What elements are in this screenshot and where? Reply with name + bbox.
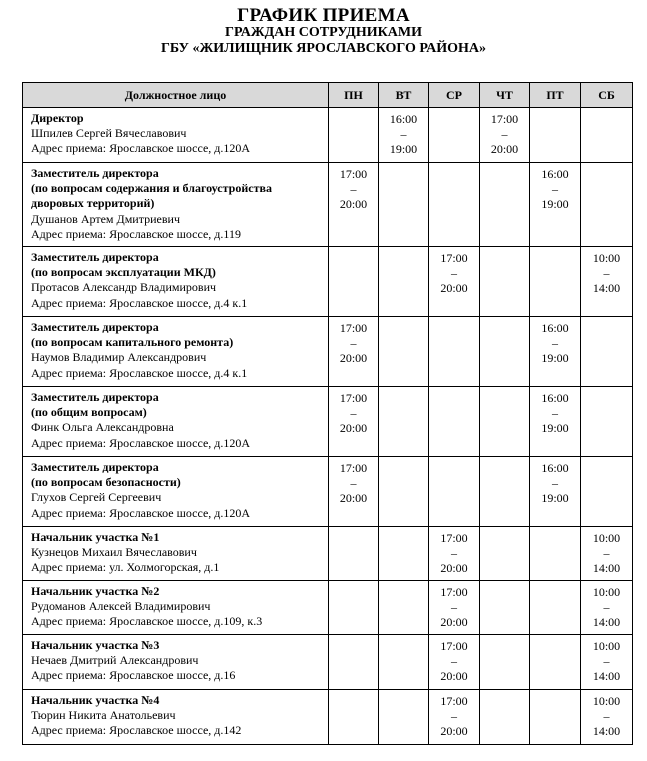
time-cell-sat: [581, 457, 633, 527]
time-cell-wed: 17:00 – 20:00: [429, 581, 480, 635]
table-header-row: [23, 83, 633, 108]
time-cell-wed: [429, 108, 480, 163]
column-header-tue: ВТ: [379, 83, 429, 108]
official-position: Заместитель директора: [31, 320, 159, 334]
time-cell-thu: [480, 527, 530, 581]
table-row: [23, 317, 633, 387]
time-cell-fri: [530, 581, 581, 635]
official-cell: [23, 635, 329, 690]
time-cell-mon: 17:00 – 20:00: [329, 163, 379, 247]
official-name: Нечаев Дмитрий Александрович: [31, 653, 199, 668]
official-name: Кузнецов Михаил Вячеславович: [31, 545, 197, 560]
column-header-fri: ПТ: [530, 83, 581, 108]
table-row: [23, 527, 633, 581]
time-cell-thu: [480, 247, 530, 317]
time-cell-thu: [480, 635, 530, 690]
reception-address: Адрес приема: ул. Холмогорская, д.1: [31, 560, 220, 575]
time-cell-fri: 16:00 – 19:00: [530, 387, 581, 457]
time-cell-tue: 16:00 – 19:00: [379, 108, 429, 163]
table-row: [23, 581, 633, 635]
time-cell-mon: [329, 690, 379, 745]
reception-address: Адрес приема: Ярославское шоссе, д.120А: [31, 505, 251, 520]
time-cell-tue: [379, 247, 429, 317]
time-cell-wed: 17:00 – 20:00: [429, 690, 480, 745]
official-position: (по вопросам безопасности): [31, 475, 181, 490]
time-cell-sat: 10:00 – 14:00: [581, 635, 633, 690]
time-cell-fri: [530, 635, 581, 690]
time-cell-tue: [379, 581, 429, 635]
time-cell-thu: [480, 317, 530, 387]
time-cell-sat: 10:00 – 14:00: [581, 527, 633, 581]
official-position: Начальник участка №2: [31, 584, 160, 598]
time-cell-sat: [581, 163, 633, 247]
reception-address: Адрес приема: Ярославское шоссе, д.109, к.3: [31, 614, 263, 629]
official-cell: [23, 317, 329, 387]
time-cell-mon: [329, 247, 379, 317]
official-name: Тюрин Никита Анатольевич: [31, 708, 176, 723]
reception-address: Адрес приема: Ярославское шоссе, д.4 к.1: [31, 365, 248, 380]
time-cell-sat: [581, 387, 633, 457]
official-position: Начальник участка №3: [31, 638, 160, 652]
time-cell-sat: 10:00 – 14:00: [581, 581, 633, 635]
official-position: Заместитель директора: [31, 166, 159, 180]
time-cell-fri: 16:00 – 19:00: [530, 163, 581, 247]
table-row: [23, 387, 633, 457]
time-cell-thu: [480, 457, 530, 527]
time-cell-wed: 17:00 – 20:00: [429, 247, 480, 317]
official-cell: [23, 690, 329, 745]
table-row: [23, 457, 633, 527]
official-position: Заместитель директора: [31, 460, 159, 474]
document-title: ГРАФИК ПРИЕМА: [237, 5, 410, 26]
time-cell-tue: [379, 387, 429, 457]
time-cell-fri: 16:00 – 19:00: [530, 317, 581, 387]
time-cell-thu: 17:00 – 20:00: [480, 108, 530, 163]
official-cell: [23, 163, 329, 247]
time-cell-mon: 17:00 – 20:00: [329, 457, 379, 527]
time-cell-mon: [329, 635, 379, 690]
column-header-sat: СБ: [581, 83, 633, 108]
official-position: Заместитель директора: [31, 250, 159, 264]
time-cell-mon: 17:00 – 20:00: [329, 387, 379, 457]
table-row: [23, 247, 633, 317]
column-header-mon: ПН: [329, 83, 379, 108]
official-cell: [23, 457, 329, 527]
time-cell-fri: [530, 690, 581, 745]
time-cell-tue: [379, 457, 429, 527]
reception-address: Адрес приема: Ярославское шоссе, д.119: [31, 226, 241, 241]
time-cell-wed: 17:00 – 20:00: [429, 527, 480, 581]
time-cell-sat: [581, 317, 633, 387]
official-name: Наумов Владимир Александрович: [31, 350, 207, 365]
time-cell-sat: [581, 108, 633, 163]
time-cell-fri: [530, 527, 581, 581]
time-cell-tue: [379, 317, 429, 387]
official-name: Протасов Александр Владимирович: [31, 280, 217, 295]
time-cell-mon: [329, 108, 379, 163]
official-name: Рудоманов Алексей Владимирович: [31, 599, 211, 614]
official-cell: [23, 247, 329, 317]
time-cell-sat: 10:00 – 14:00: [581, 690, 633, 745]
column-header-wed: СР: [429, 83, 480, 108]
official-name: Шпилев Сергей Вячеславович: [31, 126, 187, 141]
official-position: (по общим вопросам): [31, 405, 147, 420]
time-cell-tue: [379, 635, 429, 690]
time-cell-thu: [480, 690, 530, 745]
official-name: Душанов Артем Дмитриевич: [31, 211, 180, 226]
official-name: Глухов Сергей Сергеевич: [31, 490, 162, 505]
time-cell-mon: 17:00 – 20:00: [329, 317, 379, 387]
official-position: (по вопросам эксплуатации МКД): [31, 265, 216, 280]
reception-address: Адрес приема: Ярославское шоссе, д.142: [31, 723, 242, 738]
official-position: Начальник участка №4: [31, 693, 160, 707]
official-position: Начальник участка №1: [31, 530, 160, 544]
time-cell-tue: [379, 163, 429, 247]
official-position: (по вопросам содержания и благоустройства: [31, 181, 272, 196]
time-cell-mon: [329, 527, 379, 581]
time-cell-thu: [480, 387, 530, 457]
time-cell-wed: 17:00 – 20:00: [429, 635, 480, 690]
official-position: Директор: [31, 111, 84, 125]
official-position: Заместитель директора: [31, 390, 159, 404]
table-row: [23, 690, 633, 745]
time-cell-tue: [379, 690, 429, 745]
time-cell-fri: 16:00 – 19:00: [530, 457, 581, 527]
reception-address: Адрес приема: Ярославское шоссе, д.16: [31, 668, 236, 683]
reception-address: Адрес приема: Ярославское шоссе, д.120А: [31, 141, 251, 156]
official-cell: [23, 108, 329, 163]
time-cell-sat: 10:00 – 14:00: [581, 247, 633, 317]
official-cell: [23, 527, 329, 581]
official-cell: [23, 387, 329, 457]
time-cell-wed: [429, 163, 480, 247]
time-cell-fri: [530, 108, 581, 163]
table-row: [23, 108, 633, 163]
reception-address: Адрес приема: Ярославское шоссе, д.120А: [31, 435, 251, 450]
official-name: Финк Ольга Александровна: [31, 420, 174, 435]
time-cell-wed: [429, 457, 480, 527]
time-cell-tue: [379, 527, 429, 581]
reception-address: Адрес приема: Ярославское шоссе, д.4 к.1: [31, 295, 248, 310]
organization-name: ГБУ «ЖИЛИЩНИК ЯРОСЛАВСКОГО РАЙОНА»: [161, 41, 486, 56]
table-row: [23, 163, 633, 247]
time-cell-wed: [429, 317, 480, 387]
document-subtitle: ГРАЖДАН СОТРУДНИКАМИ: [225, 25, 422, 40]
time-cell-wed: [429, 387, 480, 457]
official-cell: [23, 581, 329, 635]
time-cell-mon: [329, 581, 379, 635]
reception-schedule-table: [22, 82, 633, 745]
table-row: [23, 635, 633, 690]
time-cell-thu: [480, 581, 530, 635]
time-cell-thu: [480, 163, 530, 247]
time-cell-fri: [530, 247, 581, 317]
column-header-thu: ЧТ: [480, 83, 530, 108]
official-position: дворовых территорий): [31, 196, 155, 211]
official-position: (по вопросам капитального ремонта): [31, 335, 234, 350]
column-header-position: Должностное лицо: [23, 83, 329, 108]
